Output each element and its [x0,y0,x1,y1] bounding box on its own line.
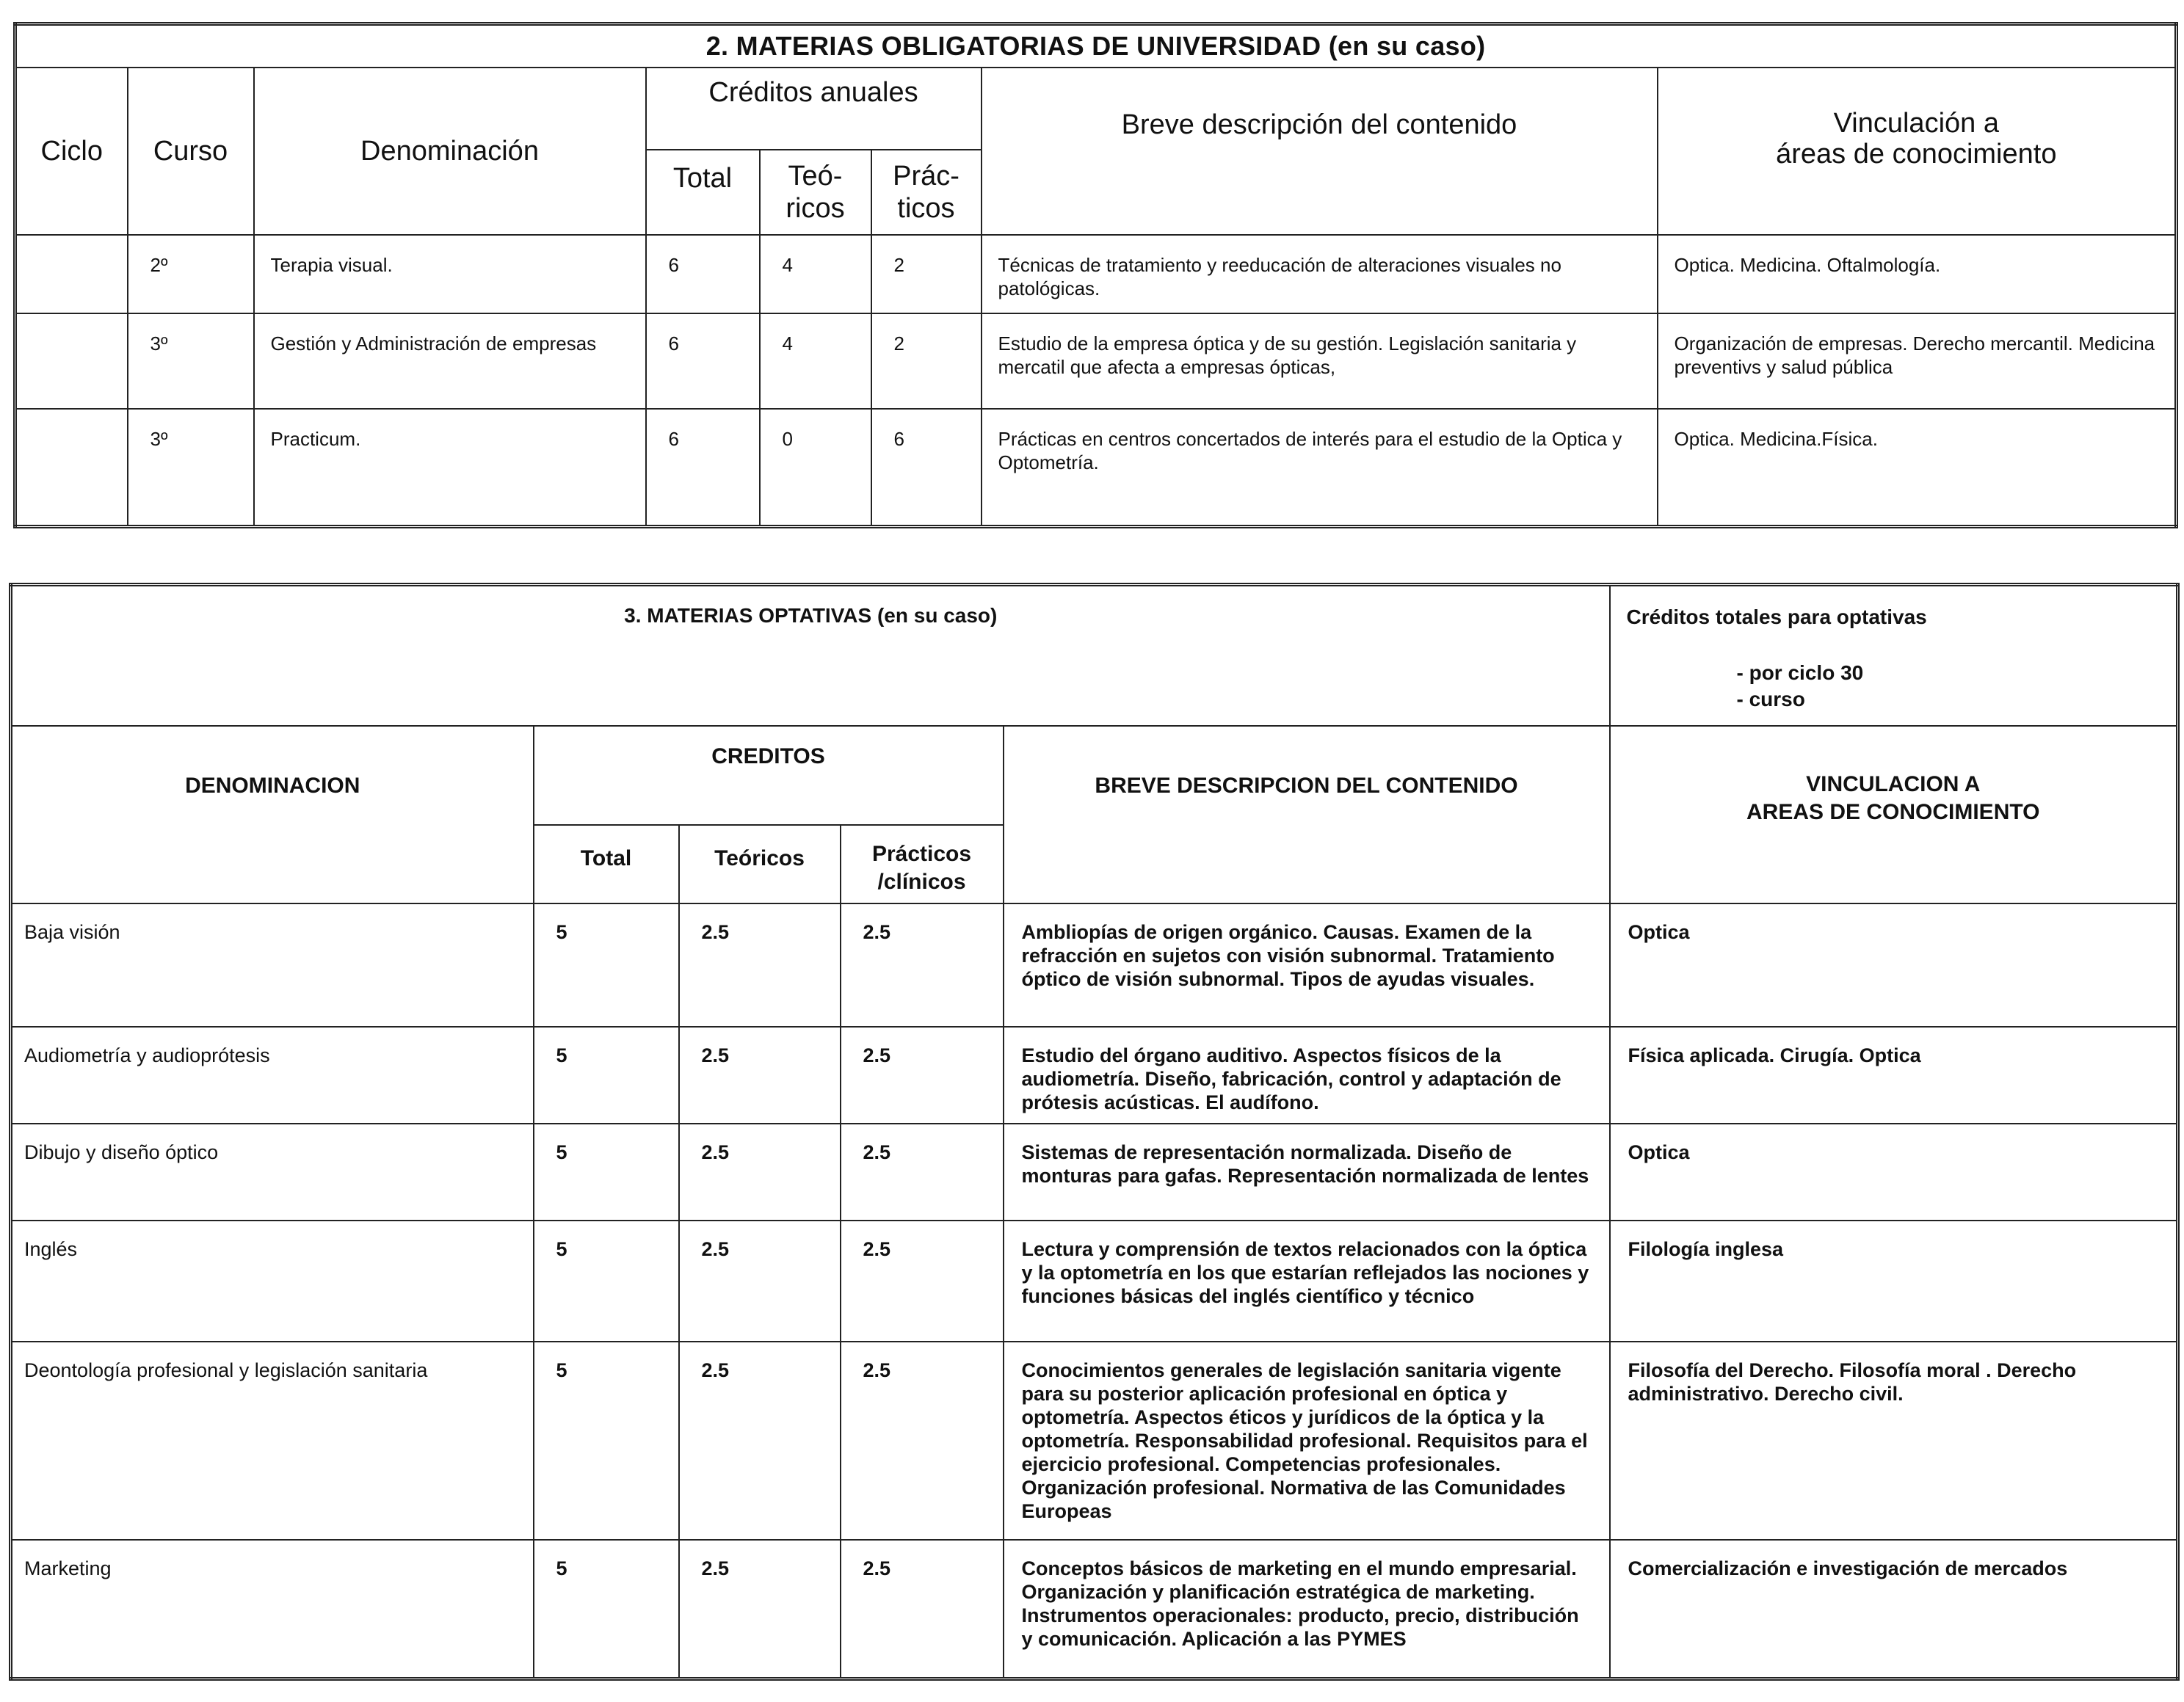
table-row [15,235,2177,313]
cell-areas: Optica [1610,903,2178,1027]
cell-practicos: 2 [871,235,982,313]
cell-areas: Filosofía del Derecho. Filosofía moral . Derecho administrativo. Derecho civil. [1610,1342,2178,1540]
cell-practicos: 2.5 [841,1540,1004,1679]
header-practicos-line2: ticos [897,193,955,224]
cell-total: 5 [534,1027,679,1124]
table-row [11,903,2178,1027]
header-teoricos-line2: ricos [786,193,845,224]
header-descripcion: Breve descripción del contenido [982,68,1658,235]
cell-areas: Optica. Medicina.Física. [1658,409,2177,526]
cell-descripcion: Ambliopías de origen orgánico. Causas. Examen de la refracción en sujetos con visión subnormal. Tratamiento óptico de visión subnormal. Tipos de ayudas visuales. [1004,903,1610,1027]
table-row [11,1221,2178,1342]
cell-areas: Física aplicada. Cirugía. Optica [1610,1027,2178,1124]
creditos-totales-box [1610,585,2178,726]
cell-ciclo [15,235,128,313]
cell-areas: Filología inglesa [1610,1221,2178,1342]
header-denominacion: Denominación [254,68,646,235]
cell-practicos: 2.5 [841,1124,1004,1221]
header-ciclo: Ciclo [15,68,128,235]
obligatorias-title: 2. MATERIAS OBLIGATORIAS DE UNIVERSIDAD (en su caso) [15,24,2177,68]
table-row [11,1540,2178,1679]
cell-practicos: 2.5 [841,1221,1004,1342]
cell-total: 5 [534,1540,679,1679]
cell-areas: Optica [1610,1124,2178,1221]
header-creditos: CREDITOS [534,726,1004,825]
cell-descripcion: Conocimientos generales de legislación sanitaria vigente para su posterior aplicación profesional en óptica y optometría. Aspectos éticos y jurídicos de la óptica y la optometría. Responsabilidad profesional. Requisitos para el ejercicio profesional. Competencias profesionales. Organización profesional. Normativa de las Comunidades Europeas [1004,1342,1610,1540]
cell-denominacion: Audiometría y audioprótesis [11,1027,534,1124]
cell-areas: Optica. Medicina. Oftalmología. [1658,235,2177,313]
table-row [15,409,2177,526]
cell-total: 6 [646,313,760,409]
header-denominacion: DENOMINACION [11,726,534,903]
cell-teoricos: 2.5 [679,1027,841,1124]
cell-total: 6 [646,409,760,526]
cell-teoricos: 2.5 [679,1540,841,1679]
table-row [11,1027,2178,1124]
header-vinculacion [1658,68,2177,235]
cell-descripcion: Prácticas en centros concertados de interés para el estudio de la Optica y Optometría. [982,409,1658,526]
cell-total: 5 [534,903,679,1027]
cell-teoricos: 4 [760,313,871,409]
cell-denominacion: Marketing [11,1540,534,1679]
header-practicos [871,150,982,235]
header-vinculacion-line1: VINCULACION A [1806,771,1981,796]
cell-descripcion: Estudio del órgano auditivo. Aspectos físicos de la audiometría. Diseño, fabricación, control y adaptación de prótesis acústicas. El audífono. [1004,1027,1610,1124]
optativas-title: 3. MATERIAS OPTATIVAS (en su caso) [11,585,1610,726]
cell-ciclo [15,409,128,526]
header-practicos-line2: /clínicos [877,869,966,894]
cell-denominacion: Gestión y Administración de empresas [254,313,646,409]
header-practicos-line1: Prác- [893,161,959,192]
cell-descripcion: Conceptos básicos de marketing en el mundo empresarial. Organización y planificación estratégica de marketing. Instrumentos operacionales: producto, precio, distribución y comunicación. Aplicación a las PYMES [1004,1540,1610,1679]
cell-total: 5 [534,1124,679,1221]
creditos-totales-label: Créditos totales para optativas [1626,605,1927,628]
optativas-table [9,583,2180,1681]
creditos-por-ciclo: - por ciclo 30 [1736,661,1864,684]
cell-denominacion: Terapia visual. [254,235,646,313]
creditos-curso: - curso [1736,688,1805,710]
header-vinculacion-line2: AREAS DE CONOCIMIENTO [1746,799,2040,824]
header-total: Total [534,825,679,903]
cell-teoricos: 0 [760,409,871,526]
cell-denominacion: Practicum. [254,409,646,526]
cell-practicos: 6 [871,409,982,526]
cell-teoricos: 2.5 [679,1124,841,1221]
cell-practicos: 2.5 [841,903,1004,1027]
header-curso: Curso [128,68,254,235]
cell-denominacion: Inglés [11,1221,534,1342]
cell-total: 5 [534,1342,679,1540]
cell-descripcion: Sistemas de representación normalizada. Diseño de monturas para gafas. Representación normalizada de lentes [1004,1124,1610,1221]
header-teoricos: Teóricos [679,825,841,903]
header-creditos-anuales: Créditos anuales [646,68,982,150]
cell-teoricos: 2.5 [679,1221,841,1342]
header-vinculacion-line1: Vinculación a [1833,108,1999,139]
header-vinculacion-line2: áreas de conocimiento [1776,139,2057,170]
cell-practicos: 2.5 [841,1342,1004,1540]
header-practicos [841,825,1004,903]
cell-practicos: 2.5 [841,1027,1004,1124]
header-teoricos [760,150,871,235]
obligatorias-table [13,22,2178,528]
cell-descripcion: Estudio de la empresa óptica y de su gestión. Legislación sanitaria y mercatil que afecta a empresas ópticas, [982,313,1658,409]
cell-areas: Comercialización e investigación de mercados [1610,1540,2178,1679]
cell-denominacion: Baja visión [11,903,534,1027]
cell-teoricos: 2.5 [679,1342,841,1540]
header-vinculacion [1610,726,2178,903]
cell-denominacion: Dibujo y diseño óptico [11,1124,534,1221]
header-practicos-line1: Prácticos [871,841,972,866]
header-descripcion: BREVE DESCRIPCION DEL CONTENIDO [1004,726,1610,903]
cell-descripcion: Lectura y comprensión de textos relacionados con la óptica y la optometría en los que estarían reflejados las nociones y funciones básicas del inglés científico y técnico [1004,1221,1610,1342]
cell-curso: 2º [128,235,254,313]
cell-teoricos: 4 [760,235,871,313]
cell-denominacion: Deontología profesional y legislación sanitaria [11,1342,534,1540]
cell-curso: 3º [128,313,254,409]
cell-areas: Organización de empresas. Derecho mercantil. Medicina preventivs y salud pública [1658,313,2177,409]
cell-descripcion: Técnicas de tratamiento y reeducación de alteraciones visuales no patológicas. [982,235,1658,313]
cell-ciclo [15,313,128,409]
cell-teoricos: 2.5 [679,903,841,1027]
header-total: Total [646,150,760,235]
cell-total: 6 [646,235,760,313]
cell-curso: 3º [128,409,254,526]
table-row [11,1342,2178,1540]
cell-practicos: 2 [871,313,982,409]
cell-total: 5 [534,1221,679,1342]
header-teoricos-line1: Teó- [788,161,843,192]
table-row [15,313,2177,409]
table-row [11,1124,2178,1221]
